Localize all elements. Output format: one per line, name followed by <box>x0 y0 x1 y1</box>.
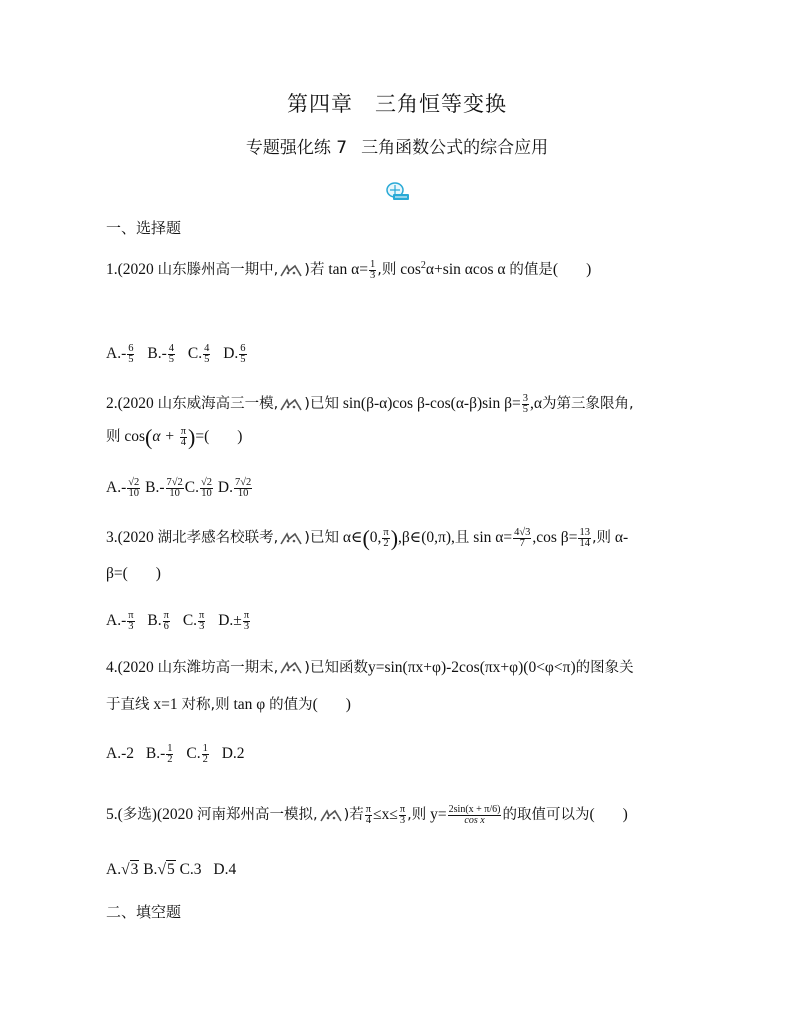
section-choice-heading: 一、选择题 <box>106 219 182 237</box>
question-number: 3.(2020 <box>106 529 154 547</box>
option-c[interactable]: C.3 <box>179 861 202 878</box>
question-source: 山东威海高三一模, <box>157 396 279 413</box>
option-c[interactable]: C. $\frac{\pi}{3}$ <box>182 610 205 632</box>
option-d[interactable]: D.2 <box>221 745 245 763</box>
question-2-line-2: 则 cos(α + $\frac{\pi}{4}$ )=( ) <box>106 424 243 450</box>
option-c[interactable]: C. $\frac{√2}{10}$ <box>184 477 212 499</box>
question-source: 河南郑州高一模拟, <box>197 807 318 824</box>
question-3: 3.(2020 湖北孝感名校联考, )已知 α∈(0, $\frac{\pi}{2}$ ),β∈(0,π),且 sin α= $\frac{4√3}{7}$ ,cos β= $\frac{13}{14}$ ,则 α- <box>106 525 629 551</box>
question-4: 4.(2020 山东潍坊高一期末, )已知函数y=sin(πx+φ)-2cos(πx+φ)(0<φ<π)的图象关 <box>106 659 634 676</box>
difficulty-stars-icon <box>319 809 343 823</box>
section-fill-heading: 二、填空题 <box>106 903 182 921</box>
question-4-line-2: 于直线 x=1 对称,则 tan φ 的值为( ) <box>106 696 351 713</box>
question-1: 1.(2020 山东滕州高一期中, )若 tan α= $\frac{1}{3}$ ,则 $\cos^2\alpha+\sin$ αcos α 的值是( ) <box>106 259 592 281</box>
option-c[interactable]: C. $\frac{4}{5}$ <box>187 343 210 365</box>
option-a[interactable]: A.- $\frac{\pi}{3}$ <box>106 610 134 632</box>
option-d[interactable]: D. $\frac{7√2}{10}$ <box>217 477 252 499</box>
difficulty-stars-icon <box>279 264 303 278</box>
topic-name: 三角函数公式的综合应用 <box>361 138 549 158</box>
question-number: 1.(2020 <box>106 261 154 279</box>
question-3-options <box>106 611 259 632</box>
question-number: 5.( <box>106 806 123 824</box>
option-a[interactable]: A.√3 <box>106 861 139 878</box>
chapter-number: 第四章 <box>287 92 353 116</box>
question-number: 2.(2020 <box>106 395 154 413</box>
question-source: 山东滕州高一期中, <box>157 262 279 279</box>
option-d[interactable]: D.4 <box>213 861 237 878</box>
question-2: 2.(2020 山东威海高三一模, )已知 sin(β-α)cos β-cos(α-β)sin β= $\frac{3}{5}$ ,α为第三象限角, <box>106 393 634 415</box>
option-a[interactable]: A.-2 <box>106 745 134 763</box>
option-d[interactable]: D.± $\frac{\pi}{3}$ <box>218 610 250 632</box>
option-c[interactable]: C. $\frac{1}{2}$ <box>186 743 208 765</box>
difficulty-stars-icon <box>279 661 303 675</box>
option-b[interactable]: B.- $\frac{1}{2}$ <box>145 743 173 765</box>
publisher-logo-icon <box>384 181 410 201</box>
question-number: 4.(2020 <box>106 659 154 676</box>
question-4-options <box>106 744 253 765</box>
question-source: 湖北孝感名校联考, <box>157 530 279 547</box>
fraction: $\frac{1}{3}$ <box>370 259 376 281</box>
option-d[interactable]: D. $\frac{6}{5}$ <box>223 343 246 365</box>
question-1-options <box>106 344 256 365</box>
difficulty-stars-icon <box>279 398 303 412</box>
option-b[interactable]: B. $\frac{\pi}{6}$ <box>147 610 169 632</box>
question-3-line-2: β=( ) <box>106 565 161 582</box>
difficulty-stars-icon <box>279 532 303 546</box>
question-2-options <box>106 478 253 499</box>
question-5: 5.(多选)(2020 河南郑州高一模拟, )若 $\frac{\pi}{4}$ ≤x≤ $\frac{\pi}{3}$ ,则 y= $\frac{2\sin(x + \pi/6)}{\text{cos x}}$ 的取值可以为( ) <box>106 804 628 826</box>
chapter-title <box>0 88 794 118</box>
option-a[interactable]: A.- $\frac{6}{5}$ <box>106 343 134 365</box>
option-b[interactable]: B.- $\frac{4}{5}$ <box>147 343 174 365</box>
option-b[interactable]: B.- $\frac{7√2}{10}$ <box>145 477 183 499</box>
question-5-options <box>106 860 244 880</box>
question-source: 山东潍坊高一期末, <box>157 660 279 676</box>
chapter-name: 三角恒等变换 <box>375 92 507 116</box>
option-b[interactable]: B.√5 <box>143 861 175 878</box>
topic-title <box>0 133 794 158</box>
option-a[interactable]: A.- $\frac{√2}{10}$ <box>106 477 140 499</box>
topic-number: 专题强化练 7 <box>245 138 348 158</box>
